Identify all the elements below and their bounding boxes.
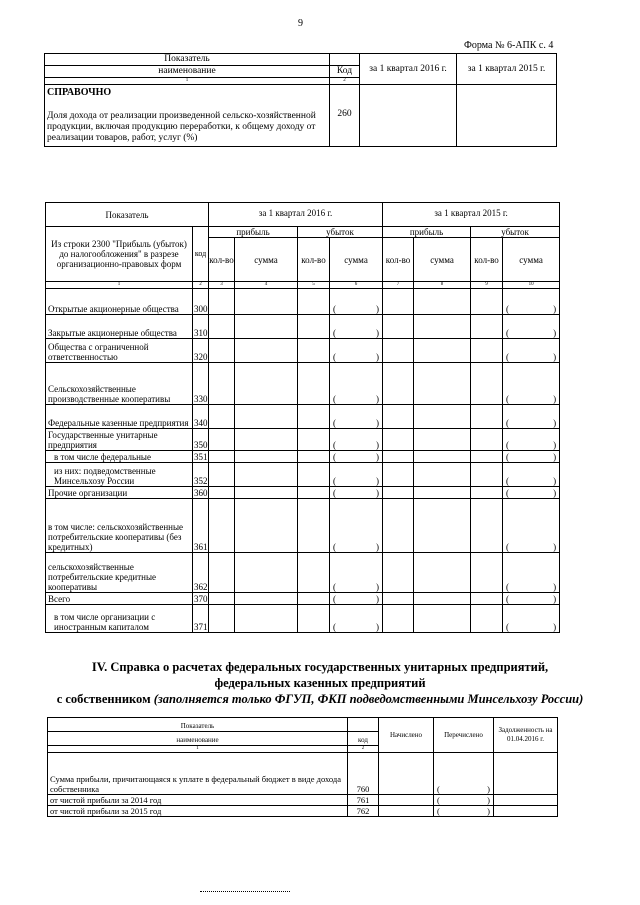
t2-value-cell[interactable] [298, 405, 330, 429]
t2-col-num: 2 [193, 282, 209, 289]
t2-value-cell[interactable] [414, 463, 471, 487]
paren-close: ) [553, 582, 557, 592]
paren-open: ( [506, 304, 510, 314]
t2-header-code: код [193, 227, 209, 282]
t2-row-code: 352 [193, 463, 209, 487]
t2-value-cell[interactable] [471, 339, 503, 363]
t3-header-transferred: Перечислено [434, 718, 494, 753]
t2-loss-sum-cell[interactable] [330, 487, 383, 499]
paren-close: ) [376, 488, 380, 498]
t2-loss-sum-cell[interactable] [330, 463, 383, 487]
t2-value-cell[interactable] [298, 553, 330, 593]
t2-row [46, 451, 560, 463]
t3-debt-cell[interactable] [494, 795, 558, 806]
t2-row-code: 340 [193, 405, 209, 429]
bottom-divider [200, 891, 290, 892]
t2-loss-sum-cell[interactable] [330, 363, 383, 405]
t2-row [46, 339, 560, 363]
t3-row-code: 761 [348, 795, 379, 806]
paren-close: ) [376, 476, 380, 486]
t2-value-cell[interactable] [383, 463, 414, 487]
paren-open: ( [506, 594, 510, 604]
paren-close: ) [376, 622, 380, 632]
paren-open: ( [333, 328, 337, 338]
paren-close: ) [376, 304, 380, 314]
t2-value-cell[interactable] [298, 289, 330, 315]
t2-value-cell[interactable] [235, 315, 298, 339]
paren-close: ) [376, 328, 380, 338]
t1-header-q2015: за 1 квартал 2015 г. [457, 54, 557, 85]
t2-value-cell[interactable] [383, 499, 414, 553]
t2-loss-sum-cell[interactable] [330, 289, 383, 315]
t2-value-cell[interactable] [209, 499, 235, 553]
t2-loss-sum-cell[interactable] [503, 553, 560, 593]
paren-close: ) [553, 488, 557, 498]
t3-debt-cell[interactable] [494, 753, 558, 795]
t2-value-cell[interactable] [298, 451, 330, 463]
paren-close: ) [553, 352, 557, 362]
t3-col-num: 2 [348, 746, 379, 753]
paren-open: ( [333, 394, 337, 404]
t2-value-cell[interactable] [471, 605, 503, 633]
t2-value-cell[interactable] [209, 289, 235, 315]
t2-value-cell[interactable] [235, 451, 298, 463]
t3-row [48, 795, 558, 806]
t2-row-label: Сельскохозяйственные производственные кооперативы [46, 363, 193, 405]
t2-col-num: 4 [235, 282, 298, 289]
t2-value-cell[interactable] [471, 429, 503, 451]
t2-value-cell[interactable] [414, 363, 471, 405]
t3-transferred-cell[interactable] [434, 753, 494, 795]
t2-value-cell[interactable] [471, 593, 503, 605]
t2-header-profit: прибыль [383, 227, 471, 238]
t3-accrued-cell[interactable] [379, 795, 434, 806]
paren-close: ) [553, 440, 557, 450]
t2-value-cell[interactable] [209, 339, 235, 363]
paren-close: ) [553, 622, 557, 632]
t1-row-text: Доля дохода от реализации произведенной сельско-хозяйственной продукции, включая продукцию переработки, к общему доходу от реализации товаров, работ, услуг (%) [47, 111, 316, 143]
paren-open: ( [506, 622, 510, 632]
paren-close: ) [376, 452, 380, 462]
paren-close: ) [487, 795, 490, 805]
paren-close: ) [553, 418, 557, 428]
t3-header-code: код [348, 732, 379, 746]
t2-header-loss: убыток [298, 227, 383, 238]
t3-header-name: наименование [48, 732, 348, 746]
paren-close: ) [553, 394, 557, 404]
section4-title [40, 659, 600, 707]
t1-cell-q2015 [457, 85, 557, 147]
t2-value-cell[interactable] [235, 405, 298, 429]
paren-close: ) [376, 542, 380, 552]
paren-open: ( [333, 304, 337, 314]
paren-open: ( [437, 784, 440, 794]
t2-loss-sum-cell[interactable] [330, 429, 383, 451]
t2-value-cell[interactable] [383, 405, 414, 429]
t2-value-cell[interactable] [414, 553, 471, 593]
t2-row-label: Государственные унитарные предприятия [46, 429, 193, 451]
t2-row-code: 371 [193, 605, 209, 633]
t2-row-label: в том числе федеральные [46, 451, 193, 463]
t3-header-debt: Задолженность на 01.04.2016 г. [494, 718, 558, 753]
t1-header-indicator: Показатель [45, 54, 330, 66]
paren-open: ( [506, 542, 510, 552]
paren-close: ) [376, 582, 380, 592]
t2-value-cell[interactable] [383, 429, 414, 451]
t2-loss-sum-cell[interactable] [503, 429, 560, 451]
t1-header-code: Код [330, 66, 360, 78]
paren-open: ( [333, 542, 337, 552]
t2-value-cell[interactable] [209, 363, 235, 405]
t2-loss-sum-cell[interactable] [503, 451, 560, 463]
t2-value-cell[interactable] [209, 553, 235, 593]
t2-header-count: кол-во [383, 238, 414, 282]
reference-table [44, 53, 557, 147]
t1-col-num: 1 [45, 78, 330, 85]
t2-value-cell[interactable] [209, 605, 235, 633]
t2-value-cell[interactable] [471, 463, 503, 487]
t2-value-cell[interactable] [383, 363, 414, 405]
paren-open: ( [333, 622, 337, 632]
t2-row [46, 429, 560, 451]
t2-value-cell[interactable] [383, 553, 414, 593]
paren-open: ( [333, 594, 337, 604]
paren-open: ( [333, 582, 337, 592]
t2-col-num: 10 [503, 282, 560, 289]
paren-close: ) [553, 542, 557, 552]
t2-value-cell[interactable] [471, 487, 503, 499]
owner-settlements-table [47, 717, 558, 817]
t2-value-cell[interactable] [471, 363, 503, 405]
paren-open: ( [506, 440, 510, 450]
paren-open: ( [506, 394, 510, 404]
paren-open: ( [506, 488, 510, 498]
t2-header-q2016: за 1 квартал 2016 г. [209, 203, 383, 227]
t3-accrued-cell[interactable] [379, 806, 434, 817]
t2-value-cell[interactable] [209, 451, 235, 463]
t2-row-label: сельскохозяйственные потребительские кредитные кооперативы [46, 553, 193, 593]
t2-row [46, 289, 560, 315]
paren-open: ( [506, 418, 510, 428]
t2-value-cell[interactable] [235, 553, 298, 593]
t2-row-code: 362 [193, 553, 209, 593]
t2-row [46, 315, 560, 339]
t2-value-cell[interactable] [383, 339, 414, 363]
t2-value-cell[interactable] [414, 405, 471, 429]
t3-header-indicator: Показатель [48, 718, 348, 732]
t2-value-cell[interactable] [383, 451, 414, 463]
t2-loss-sum-cell[interactable] [503, 315, 560, 339]
t2-value-cell[interactable] [414, 605, 471, 633]
t2-row [46, 553, 560, 593]
paren-open: ( [333, 476, 337, 486]
paren-open: ( [333, 452, 337, 462]
t3-row [48, 753, 558, 795]
paren-close: ) [376, 394, 380, 404]
t2-loss-sum-cell[interactable] [503, 605, 560, 633]
t2-row-label: Закрытые акционерные общества [46, 315, 193, 339]
paren-open: ( [333, 352, 337, 362]
t2-header-loss: убыток [471, 227, 560, 238]
t2-col-num: 7 [383, 282, 414, 289]
t2-value-cell[interactable] [414, 429, 471, 451]
t2-loss-sum-cell[interactable] [503, 339, 560, 363]
t2-row [46, 487, 560, 499]
t2-value-cell[interactable] [383, 315, 414, 339]
t2-value-cell[interactable] [298, 363, 330, 405]
t3-debt-cell[interactable] [494, 806, 558, 817]
paren-close: ) [553, 594, 557, 604]
paren-open: ( [506, 476, 510, 486]
t2-value-cell[interactable] [383, 289, 414, 315]
t2-loss-sum-cell[interactable] [330, 451, 383, 463]
t2-loss-sum-cell[interactable] [330, 553, 383, 593]
paren-open: ( [506, 582, 510, 592]
t2-value-cell[interactable] [414, 451, 471, 463]
section4-title-italic: (заполняется только ФГУП, ФКП подведомственными Минсельхозу России) [153, 692, 584, 706]
t2-value-cell[interactable] [235, 339, 298, 363]
section4-title-line2: федеральных казенных предприятий [214, 676, 426, 690]
paren-close: ) [376, 594, 380, 604]
t2-loss-sum-cell[interactable] [330, 499, 383, 553]
t2-loss-sum-cell[interactable] [503, 463, 560, 487]
t2-row [46, 363, 560, 405]
paren-close: ) [553, 304, 557, 314]
t2-row-label: Открытые акционерные общества [46, 289, 193, 315]
t1-col-num: 2 [330, 78, 360, 85]
section4-title-line3 [40, 691, 600, 707]
paren-close: ) [376, 418, 380, 428]
paren-close: ) [553, 452, 557, 462]
paren-open: ( [506, 352, 510, 362]
t2-header-sum: сумма [235, 238, 298, 282]
t2-value-cell[interactable] [471, 405, 503, 429]
t2-value-cell[interactable] [298, 605, 330, 633]
t2-header-sum: сумма [330, 238, 383, 282]
t2-row-code: 350 [193, 429, 209, 451]
t2-row-label: в том числе: сельскохозяйственные потребительские кооперативы (без кредитных) [46, 499, 193, 553]
section4-title-line1: IV. Справка о расчетах федеральных государственных унитарных предприятий, [91, 660, 549, 674]
paren-close: ) [376, 352, 380, 362]
t1-cell-q2016 [360, 85, 457, 147]
t2-value-cell[interactable] [471, 553, 503, 593]
t2-value-cell[interactable] [414, 315, 471, 339]
t2-value-cell[interactable] [209, 315, 235, 339]
t2-value-cell[interactable] [235, 593, 298, 605]
t2-value-cell[interactable] [414, 289, 471, 315]
t2-header-sum: сумма [503, 238, 560, 282]
t2-value-cell[interactable] [414, 487, 471, 499]
t3-accrued-cell[interactable] [379, 753, 434, 795]
t2-row-code: 310 [193, 315, 209, 339]
paren-close: ) [487, 784, 490, 794]
t2-value-cell[interactable] [235, 463, 298, 487]
t2-value-cell[interactable] [414, 593, 471, 605]
t3-row-label: Сумма прибыли, причитающаяся к уплате в федеральный бюджет в виде дохода собственника [48, 753, 348, 795]
t2-header-count: кол-во [209, 238, 235, 282]
t2-value-cell[interactable] [383, 605, 414, 633]
t3-col-num: 1 [48, 746, 348, 753]
t2-value-cell[interactable] [209, 429, 235, 451]
paren-open: ( [437, 806, 440, 816]
profit-loss-table [45, 202, 560, 633]
t2-row [46, 499, 560, 553]
t2-header-count: кол-во [298, 238, 330, 282]
t2-loss-sum-cell[interactable] [330, 605, 383, 633]
t1-header-q2016: за 1 квартал 2016 г. [360, 54, 457, 85]
t2-row-label: Федеральные казенные предприятия [46, 405, 193, 429]
t2-col-num: 8 [414, 282, 471, 289]
t2-row-label: Общества с ограниченной ответственностью [46, 339, 193, 363]
t2-row-code: 330 [193, 363, 209, 405]
t2-row [46, 605, 560, 633]
t2-loss-sum-cell[interactable] [503, 405, 560, 429]
t1-reference-row [45, 85, 330, 147]
t2-value-cell[interactable] [235, 363, 298, 405]
t2-value-cell[interactable] [298, 499, 330, 553]
t2-loss-sum-cell[interactable] [330, 339, 383, 363]
t2-col-num: 9 [471, 282, 503, 289]
t3-transferred-cell[interactable] [434, 795, 494, 806]
t2-value-cell[interactable] [471, 451, 503, 463]
t2-row-label: Всего [46, 593, 193, 605]
t2-value-cell[interactable] [414, 499, 471, 553]
t2-value-cell[interactable] [383, 487, 414, 499]
t2-value-cell[interactable] [414, 339, 471, 363]
t2-value-cell[interactable] [209, 487, 235, 499]
t2-loss-sum-cell[interactable] [503, 363, 560, 405]
t2-header-indicator: Показатель [46, 203, 209, 227]
t2-loss-sum-cell[interactable] [503, 593, 560, 605]
t2-header-q2015: за 1 квартал 2015 г. [383, 203, 560, 227]
t2-col-num: 6 [330, 282, 383, 289]
paren-close: ) [376, 440, 380, 450]
t2-value-cell[interactable] [298, 315, 330, 339]
t1-row-code: 260 [330, 85, 360, 147]
form-reference: Форма № 6-АПК с. 4 [464, 40, 554, 51]
paren-open: ( [506, 328, 510, 338]
t2-loss-sum-cell[interactable] [503, 499, 560, 553]
t2-value-cell[interactable] [471, 499, 503, 553]
t1-ref-title: СПРАВОЧНО [47, 87, 112, 98]
t2-row-label: Прочие организации [46, 487, 193, 499]
t2-value-cell[interactable] [235, 429, 298, 451]
t2-loss-sum-cell[interactable] [503, 289, 560, 315]
paren-open: ( [437, 795, 440, 805]
t2-row [46, 463, 560, 487]
t2-value-cell[interactable] [209, 463, 235, 487]
t2-value-cell[interactable] [298, 339, 330, 363]
t2-row [46, 405, 560, 429]
page-number: 9 [298, 18, 303, 29]
t2-col-num: 5 [298, 282, 330, 289]
paren-open: ( [333, 440, 337, 450]
t2-value-cell[interactable] [471, 289, 503, 315]
t3-row-code: 762 [348, 806, 379, 817]
paren-close: ) [487, 806, 490, 816]
t2-row-code: 361 [193, 499, 209, 553]
t2-value-cell[interactable] [298, 487, 330, 499]
t2-value-cell[interactable] [209, 405, 235, 429]
t2-row [46, 593, 560, 605]
t3-row-label: от чистой прибыли за 2015 год [48, 806, 348, 817]
t2-value-cell[interactable] [235, 487, 298, 499]
paren-close: ) [553, 476, 557, 486]
paren-close: ) [553, 328, 557, 338]
t2-value-cell[interactable] [298, 593, 330, 605]
t3-transferred-cell[interactable] [434, 806, 494, 817]
t2-value-cell[interactable] [235, 289, 298, 315]
t2-row-label: в том числе организации с иностранным капиталом [46, 605, 193, 633]
t2-value-cell[interactable] [298, 463, 330, 487]
t2-loss-sum-cell[interactable] [330, 405, 383, 429]
t2-row-code: 351 [194, 452, 208, 462]
t3-row-code: 760 [348, 753, 379, 795]
t2-value-cell[interactable] [209, 593, 235, 605]
t2-value-cell[interactable] [235, 499, 298, 553]
t2-value-cell[interactable] [298, 429, 330, 451]
t2-header-count: кол-во [471, 238, 503, 282]
paren-open: ( [506, 452, 510, 462]
t1-header-name: наименование [45, 66, 330, 78]
t2-loss-sum-cell[interactable] [330, 315, 383, 339]
t2-row-code: 300 [193, 289, 209, 315]
t2-row-code: 320 [193, 339, 209, 363]
t3-row-label: от чистой прибыли за 2014 год [48, 795, 348, 806]
t2-value-cell[interactable] [383, 593, 414, 605]
t2-row-label: из них: подведомственные Минсельхозу России [46, 463, 193, 487]
section4-title-line3-text: с собственником [56, 692, 151, 706]
t2-loss-sum-cell[interactable] [503, 487, 560, 499]
t3-header-accrued: Начислено [379, 718, 434, 753]
t2-value-cell[interactable] [235, 605, 298, 633]
t3-row [48, 806, 558, 817]
t2-col-num: 3 [209, 282, 235, 289]
t2-header-sum: сумма [414, 238, 471, 282]
t2-header-profit: прибыль [209, 227, 298, 238]
t2-value-cell[interactable] [471, 315, 503, 339]
t2-header-desc: Из строки 2300 "Прибыль (убыток) до налогообложения" в разрезе организационно-правовых форм [46, 227, 193, 282]
paren-open: ( [333, 488, 337, 498]
paren-open: ( [333, 418, 337, 428]
t2-col-num: 1 [46, 282, 193, 289]
t2-row-code: 360 [194, 488, 208, 498]
t2-loss-sum-cell[interactable] [330, 593, 383, 605]
t2-row-code: 370 [194, 594, 208, 604]
